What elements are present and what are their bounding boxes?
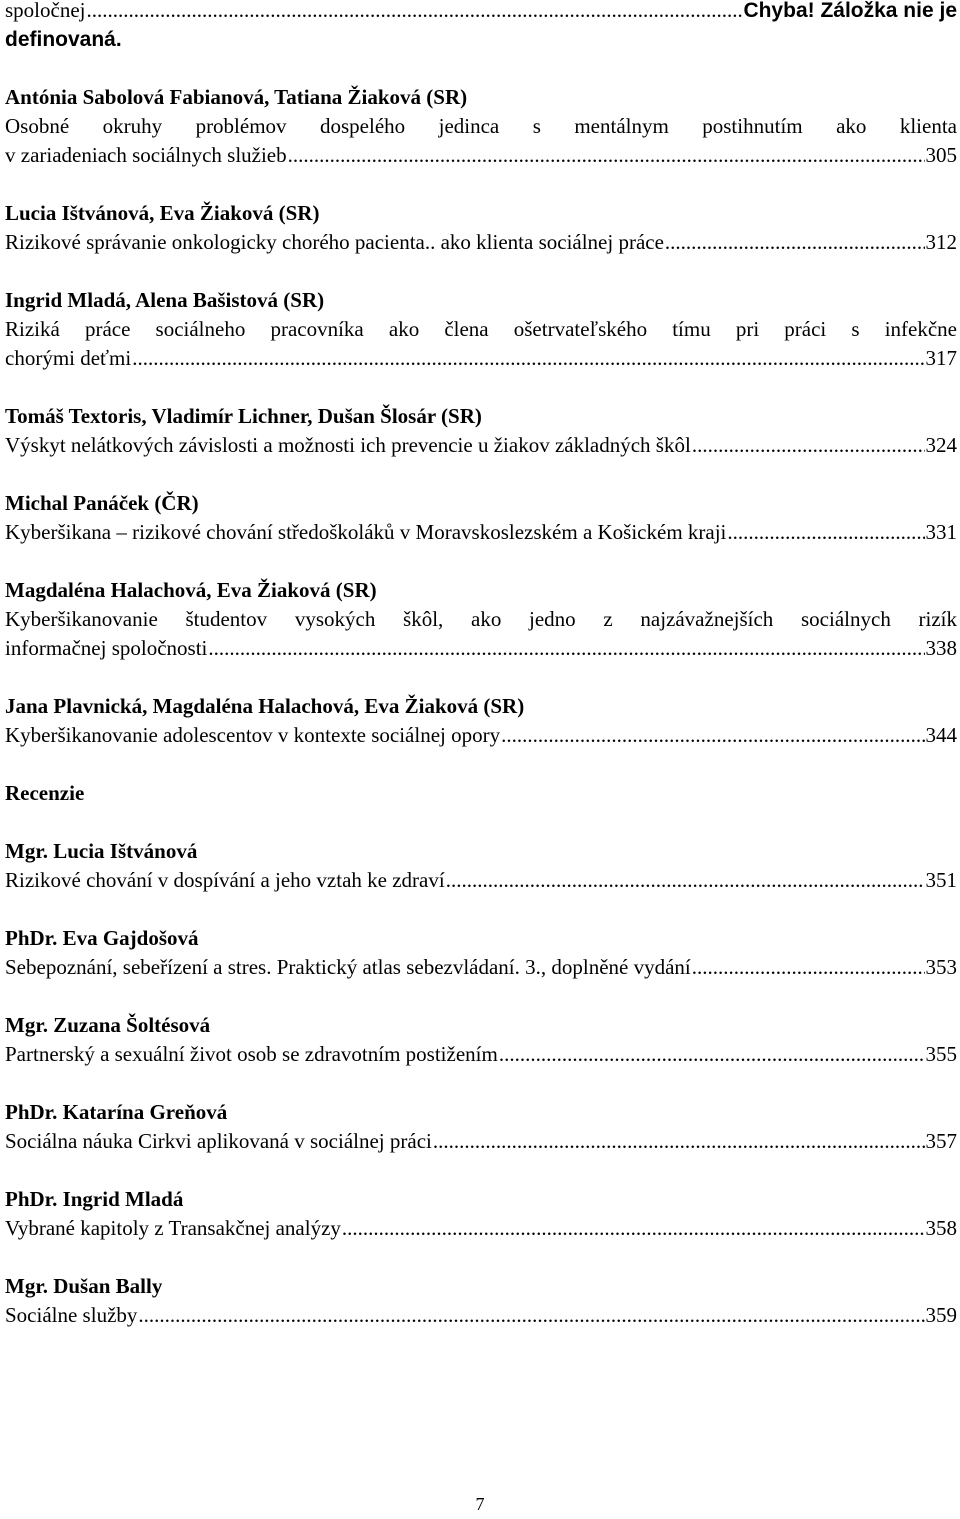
- toc-entry-title: Výskyt nelátkových závislosti a možnosti ich prevencie u žiakov základných škôl: [5, 433, 691, 457]
- toc-entry-line[interactable]: [5, 228, 957, 257]
- toc-entry-line[interactable]: [5, 634, 957, 663]
- dot-leader: [446, 866, 925, 895]
- toc-page-number: 338: [925, 636, 957, 660]
- review-author: PhDr. Eva Gajdošová: [5, 926, 199, 950]
- toc-review-line[interactable]: [5, 1040, 957, 1069]
- toc-entry-title: Rizikové správanie onkologicky chorého pacienta.. ako klienta sociálnej práce: [5, 230, 664, 254]
- toc-entry-authors: Tomáš Textoris, Vladimír Lichner, Dušan Šlosár (SR): [5, 404, 482, 428]
- toc-page-number: 344: [925, 723, 957, 747]
- dot-leader: [692, 431, 925, 460]
- bookmark-error: Chyba! Záložka nie je: [743, 0, 957, 22]
- review-author: PhDr. Ingrid Mladá: [5, 1187, 184, 1211]
- toc-entry-line[interactable]: [5, 141, 957, 170]
- toc-page-number: 312: [925, 230, 957, 254]
- toc-entry-line[interactable]: [5, 518, 957, 547]
- toc-page-number: 355: [925, 1042, 957, 1066]
- dot-leader: [501, 721, 924, 750]
- toc-review-line[interactable]: [5, 1301, 957, 1330]
- dot-leader: [288, 141, 925, 170]
- toc-entry-authors: Ingrid Mladá, Alena Bašistová (SR): [5, 288, 325, 312]
- toc-page-number: 358: [925, 1216, 957, 1240]
- toc-entry-title: Kyberšikana – rizikové chování středoškoláků v Moravskoslezském a Košickém kraji: [5, 520, 727, 544]
- review-author: PhDr. Katarína Greňová: [5, 1100, 228, 1124]
- review-title: Sociálne služby: [5, 1303, 138, 1327]
- toc-entry-authors: Lucia Ištvánová, Eva Žiaková (SR): [5, 201, 320, 225]
- dot-leader: [86, 0, 742, 25]
- toc-entry-authors: Antónia Sabolová Fabianová, Tatiana Žiaková (SR): [5, 85, 468, 109]
- dot-leader: [727, 518, 924, 547]
- dot-leader: [499, 1040, 925, 1069]
- toc-entry-title-end: chorými deťmi: [5, 346, 132, 370]
- review-author: Mgr. Dušan Bally: [5, 1274, 163, 1298]
- dot-leader: [342, 1214, 925, 1243]
- toc-page-number: 331: [925, 520, 957, 544]
- toc-page-number: 357: [925, 1129, 957, 1153]
- review-author: Mgr. Zuzana Šoltésová: [5, 1013, 211, 1037]
- bookmark-error-continuation: definovaná.: [5, 28, 122, 51]
- dot-leader: [433, 1127, 925, 1156]
- toc-continuation-line: [5, 0, 957, 25]
- toc-entry-title-end: informačnej spoločnosti: [5, 636, 208, 660]
- toc-entry-title: Kyberšikanovanie študentov vysokých škôl, ako jedno z najzávažnejších sociálnych rizík: [5, 607, 957, 631]
- page-number-footer: 7: [475, 1494, 485, 1514]
- toc-entry-line[interactable]: [5, 344, 957, 373]
- review-title: Sociálna náuka Cirkvi aplikovaná v sociálnej práci: [5, 1129, 432, 1153]
- toc-entry-authors: Jana Plavnická, Magdaléna Halachová, Eva Žiaková (SR): [5, 694, 525, 718]
- toc-entry-title: Kyberšikanovanie adolescentov v kontexte sociálnej opory: [5, 723, 501, 747]
- review-title: Sebepoznání, sebeřízení a stres. Praktický atlas sebezvládaní. 3., doplněné vydání: [5, 955, 691, 979]
- toc-page-number: 359: [925, 1303, 957, 1327]
- toc-entry-authors: Magdaléna Halachová, Eva Žiaková (SR): [5, 578, 377, 602]
- review-title: Rizikové chování v dospívání a jeho vztah ke zdraví: [5, 868, 445, 892]
- toc-page-number: 324: [925, 433, 957, 457]
- toc-review-line[interactable]: [5, 953, 957, 982]
- dot-leader: [138, 1301, 924, 1330]
- dot-leader: [208, 634, 924, 663]
- toc-page-number: 351: [925, 868, 957, 892]
- toc-entry-title: Riziká práce sociálneho pracovníka ako člena ošetrvateľského tímu pri práci s infekčne: [5, 317, 957, 341]
- review-author: Mgr. Lucia Ištvánová: [5, 839, 198, 863]
- toc-page-number: 305: [925, 143, 957, 167]
- toc-entry-line[interactable]: [5, 431, 957, 460]
- dot-leader: [132, 344, 924, 373]
- toc-page-number: 317: [925, 346, 957, 370]
- toc-entry-title: Osobné okruhy problémov dospelého jedinca s mentálnym postihnutím ako klienta: [5, 114, 957, 138]
- toc-review-line[interactable]: [5, 1127, 957, 1156]
- toc-entry-line[interactable]: [5, 721, 957, 750]
- dot-leader: [692, 953, 925, 982]
- toc-entry-authors: Michal Panáček (ČR): [5, 491, 199, 515]
- dot-leader: [665, 228, 925, 257]
- section-heading-reviews: Recenzie: [5, 781, 85, 805]
- toc-entry-title-end: v zariadeniach sociálnych služieb: [5, 143, 287, 167]
- table-of-contents: [5, 0, 957, 1330]
- toc-page-number: 353: [925, 955, 957, 979]
- review-title: Vybrané kapitoly z Transakčnej analýzy: [5, 1216, 341, 1240]
- toc-review-line[interactable]: [5, 866, 957, 895]
- toc-entry-title: spoločnej: [5, 0, 86, 22]
- toc-review-line[interactable]: [5, 1214, 957, 1243]
- review-title: Partnerský a sexuální život osob se zdravotním postižením: [5, 1042, 498, 1066]
